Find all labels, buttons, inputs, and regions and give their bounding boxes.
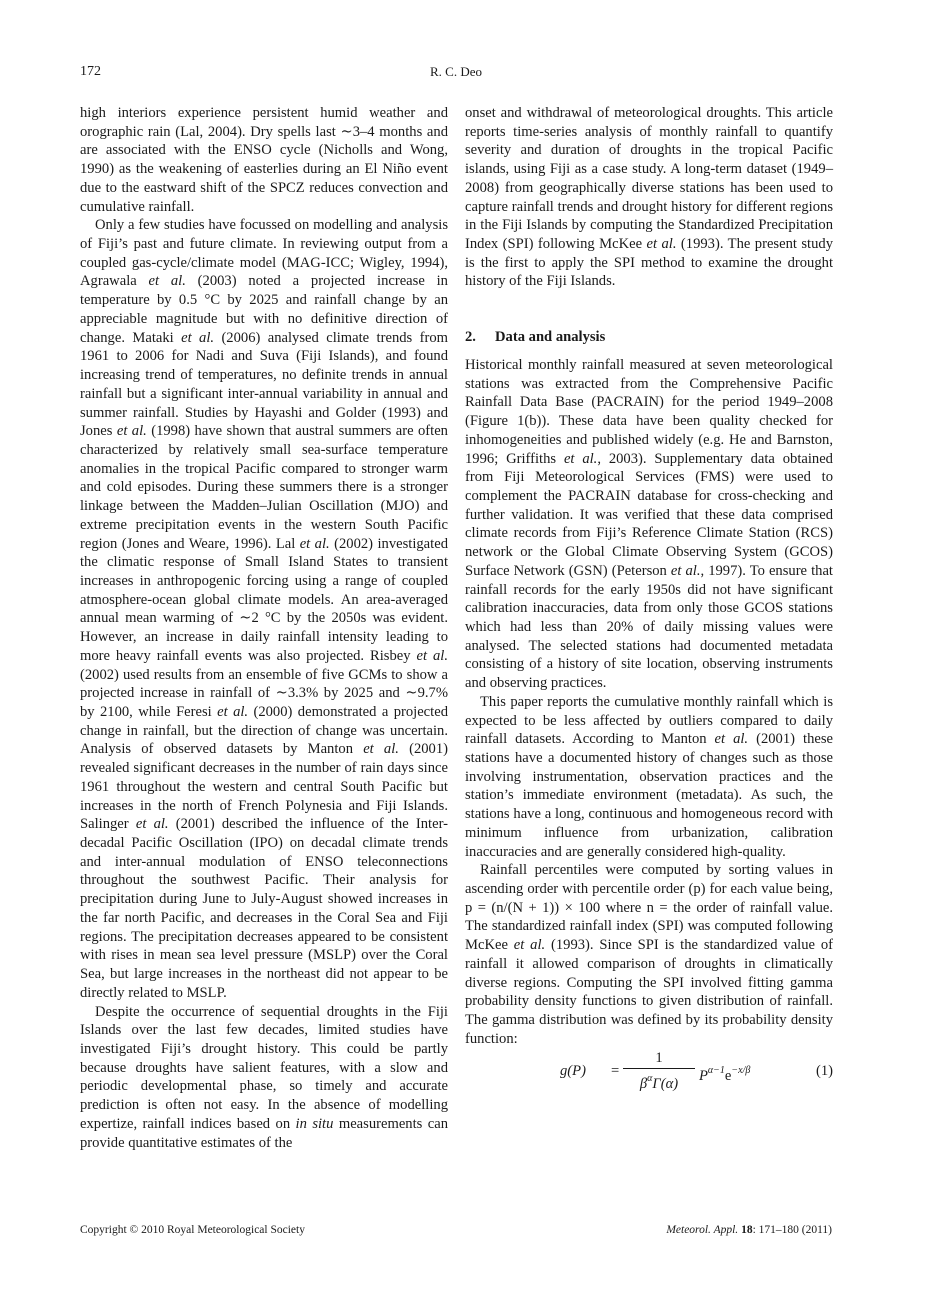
equation-number: (1) bbox=[815, 1062, 833, 1079]
section-number: 2. bbox=[465, 329, 476, 346]
section-heading bbox=[465, 291, 833, 356]
paragraph: Despite the occurrence of sequential droughts in the Fiji Islands over the last few decades, limited studies have investigated Fiji’s drought history. This could be partly because droughts have salient features, with a slow and periodic developmental phase, so timely and accurate prediction is often not easy. In the absence of modelling expertize, rainfall indices based on in situ measurements can provide quantitative estimates of the bbox=[80, 1003, 449, 1151]
equation-fraction bbox=[623, 1049, 695, 1094]
running-author: R. C. Deo bbox=[430, 64, 482, 79]
equation-equals: = bbox=[611, 1062, 620, 1079]
right-column bbox=[465, 104, 833, 1093]
equation-rhs-e-exponent: −x/β bbox=[731, 1064, 751, 1076]
journal-pages-year: : 171–180 (2011) bbox=[752, 1224, 832, 1236]
equation-numerator: 1 bbox=[623, 1049, 695, 1069]
equation-rhs-e: e bbox=[724, 1067, 732, 1084]
equation-denominator: $\beta^\alpha\Gamma(\alpha)$ bbox=[639, 1072, 679, 1092]
copyright-notice: Copyright © 2010 Royal Meteorological Society bbox=[80, 1224, 305, 1236]
paragraph: Only a few studies have focussed on modelling and analysis of Fiji’s past and future climate. In reviewing output from a coupled gas-cycle/climate model (MAG-ICC; Wigley, 1994), Agrawala et al. (2003) noted a projected increase in temperature by 0.5 °C by 2025 and rainfall change by an appreciable magnitude but with no definitive direction of change. Mataki et al. (2006) analysed climate trends from 1961 to 2006 for Nadi and Suva (Fiji Islands), and found increasing trend of temperatures, no definite trends in annual rainfall but a significant inter-annual variability in annual and summer rainfall. Studies by Hayashi and Golder (1993) and Jones et al. (1998) have shown that austral summers are often characterized by relatively small sea-surface temperature anomalies in the tropical Pacific compared to stronger warm and cold episodes. During these summers there is a stronger linkage between the Madden–Julian Oscillation (MJO) and extreme precipitation events in the western South Pacific region (Jones and Weare, 1996). Lal et al. (2002) investigated the climatic response of Small Island States to transient increases in anthropogenic forcing using a range of coupled atmosphere-ocean global climate models. An area-averaged annual mean warming of ∼2 °C by the 2050s was evident. However, an increase in daily rainfall intensity leading to more heavy rainfall events was also projected. Risbey et al. (2002) used results from an ensemble of five GCMs to show a projected increase in rainfall of ∼3.3% by 2025 and ∼9.7% by 2100, while Feresi et al. (2000) demonstrated a projected change in rainfall, but the direction of change was uncertain. Analysis of observed datasets by Manton et al. (2001) revealed significant decreases in the number of rain days since 1961 throughout the western and central South Pacific but increases in the north of French Polynesia and Fiji Islands. Salinger et al. (2001) described the influence of the Inter-decadal Pacific Oscillation (IPO) on decadal climate trends and inter-annual modulation of ENSO teleconnections throughout the southwest Pacific. Their analysis for precipitation during June to July-August showed increases in the far north Pacific, and decreases in the Coral Sea and Fiji regions. The precipitation decreases appeared to be consistent with rises in mean sea level pressure (MSLP) over the Coral Sea, but large increases in the northeast did not appear to be directly related to MSLP. bbox=[80, 217, 448, 1001]
equation-rhs-base: P bbox=[699, 1067, 708, 1084]
section-title: Data and analysis bbox=[495, 329, 606, 346]
running-head bbox=[80, 64, 832, 84]
equation-lhs: g(P) bbox=[560, 1062, 586, 1079]
equation-rhs-base-exponent: α−1 bbox=[707, 1064, 725, 1076]
equation-rhs bbox=[699, 1062, 750, 1086]
paragraph: onset and withdrawal of meteorological droughts. This article reports time-series analysis of monthly rainfall to quantify severity and duration of droughts in the tropical Pacific islands, using Fiji as a case study. A long-term dataset (1949–2008) from geographically diverse stations has been used to capture rainfall trends and drought history for different regions in the Fiji Islands by computing the Standardized Precipitation Index (SPI) following McKee et al. (1993). The present study is the first to apply the SPI method to examine the drought history of the Fiji Islands. bbox=[465, 105, 833, 290]
page-number: 172 bbox=[80, 64, 101, 79]
paragraph: Rainfall percentiles were computed by sorting values in ascending order with percentile order (p) for each value being, p = (n/(N + 1)) × 100 where n = the order of rainfall value. The standardized rainfall index (SPI) was computed following McKee et al. (1993). Since SPI is the standardized value of rainfall it allowed comparison of droughts in climatically diverse regions. Computing the SPI involved fitting gamma probability density functions to given distribution of rainfall. The gamma distribution was defined by its probability density function: bbox=[465, 862, 833, 1047]
journal-citation bbox=[666, 1224, 832, 1236]
paragraph: Historical monthly rainfall measured at seven meteorological stations was extracted from the Comprehensive Pacific Rainfall Data Base (PACRAIN) for the period 1949–2008 (Figure 1(b)). These data have been quality checked for inhomogeneities and published widely (e.g. He and Barnston, 1996; Griffiths et al., 2003). Supplementary data obtained from Fiji Meteorological Services (FMS) were used to complement the PACRAIN database for cross-checking and further validation. It was verified that these data comprised climate records from Fiji’s Reference Climate Station (RCS) network or the Global Climate Observing System (GCOS) Surface Network (GSN) (Peterson et al., 1997). To ensure that rainfall records for the early 1950s did not have significant calibration inaccuracies, data from only those GCOS stations which had less than 20% of daily missing values were analysed. The selected stations had documented metadata consisting of a history of site location, observing instruments and observing practices. bbox=[465, 356, 833, 692]
left-column bbox=[80, 104, 448, 1152]
paragraph: high interiors experience persistent humid weather and orographic rain (Lal, 2004). Dry spells last ∼3–4 months and are associated with the ENSO cycle (Nicholls and Wong, 1990) as the weakening of easterlies during an El Niño event due to the eastward shift of the SPCZ reduces convection and cumulative rainfall. bbox=[80, 105, 448, 215]
journal-name: Meteorol. Appl. bbox=[666, 1224, 739, 1236]
journal-volume: 18 bbox=[741, 1224, 753, 1236]
equation-1 bbox=[465, 1049, 833, 1093]
paragraph: This paper reports the cumulative monthly rainfall which is expected to be less affected by outliers compared to daily rainfall datasets. According to Manton et al. (2001) these stations have a documented history of changes such as those involving instrumentation, observation practices and the station’s immediate environment (metadata). As such, the stations have a long, continuous and homogeneous record with minimum influence from urbanization, calibration inaccuracies and are generally considered high-quality. bbox=[465, 693, 833, 860]
